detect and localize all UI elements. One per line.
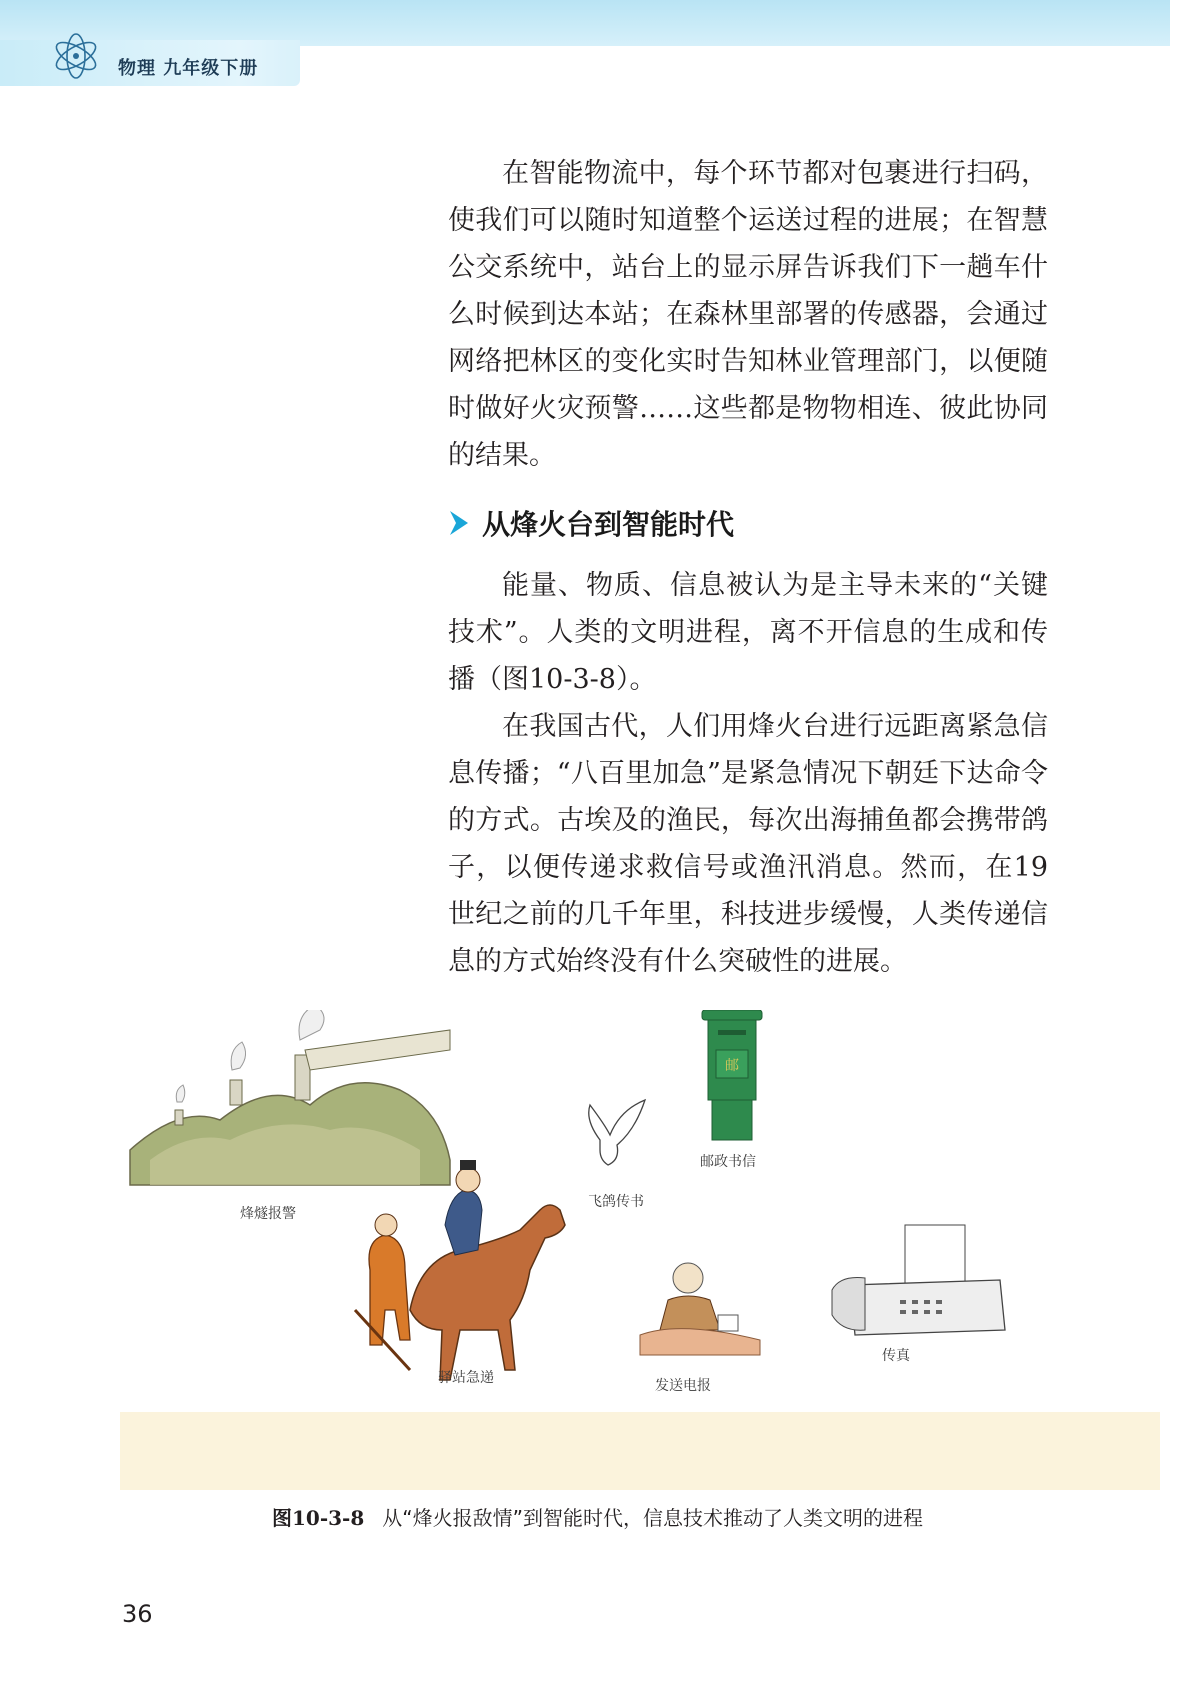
figure-ground bbox=[120, 1412, 1160, 1490]
section-heading bbox=[448, 503, 734, 543]
label-postbox: 邮政书信 bbox=[700, 1154, 756, 1170]
figure-number: 图10-3-8 bbox=[272, 1506, 365, 1530]
paragraph-intro: 在智能物流中，每个环节都对包裹进行扫码，使我们可以随时知道整个运送过程的进展；在智慧公交系统中，站台上的显示屏告诉我们下一趟车什么时候到达本站；在森林里部署的传感器，会通过网络把林区的变化实时告知林业管理部门，以便随时做好火灾预警……这些都是物物相连、彼此协同的结果。 bbox=[448, 158, 1048, 471]
postbox-char: 邮 bbox=[725, 1058, 739, 1074]
label-pigeon: 飞鸽传书 bbox=[588, 1194, 644, 1210]
label-beacon: 烽燧报警 bbox=[240, 1206, 296, 1222]
atom-logo-icon bbox=[50, 30, 102, 82]
label-fax: 传真 bbox=[882, 1348, 910, 1364]
page-number: 36 bbox=[122, 1600, 153, 1628]
figure-caption-text: 从“烽火报敌情”到智能时代，信息技术推动了人类文明的进程 bbox=[382, 1506, 923, 1530]
intro-text-block bbox=[448, 150, 1048, 479]
paragraph-ancient: 在我国古代，人们用烽火台进行远距离紧急信息传播；“八百里加急”是紧急情况下朝廷下达命令的方式。古埃及的渔民，每次出海捕鱼都会携带鸽子，以便传递求救信号或渔汛消息。然而，在19 世纪之前的几千年里，科技进步缓慢，人类传递信息的方式始终没有什么突破性的进展。 bbox=[448, 711, 1048, 977]
label-telegraph: 发送电报 bbox=[655, 1378, 711, 1394]
figure-caption bbox=[272, 1502, 923, 1531]
body-text-block bbox=[448, 562, 1048, 985]
section-title: 从烽火台到智能时代 bbox=[482, 508, 735, 541]
section-arrow-icon bbox=[448, 509, 470, 537]
book-title: 物理 九年级下册 bbox=[118, 58, 259, 79]
paragraph-key-tech: 能量、物质、信息被认为是主导未来的“关键技术”。人类的文明进程，离不开信息的生成和传播（图10-3-8）。 bbox=[448, 570, 1048, 695]
label-relay: 驿站急递 bbox=[438, 1370, 494, 1386]
figure-illustration bbox=[120, 1010, 1160, 1490]
